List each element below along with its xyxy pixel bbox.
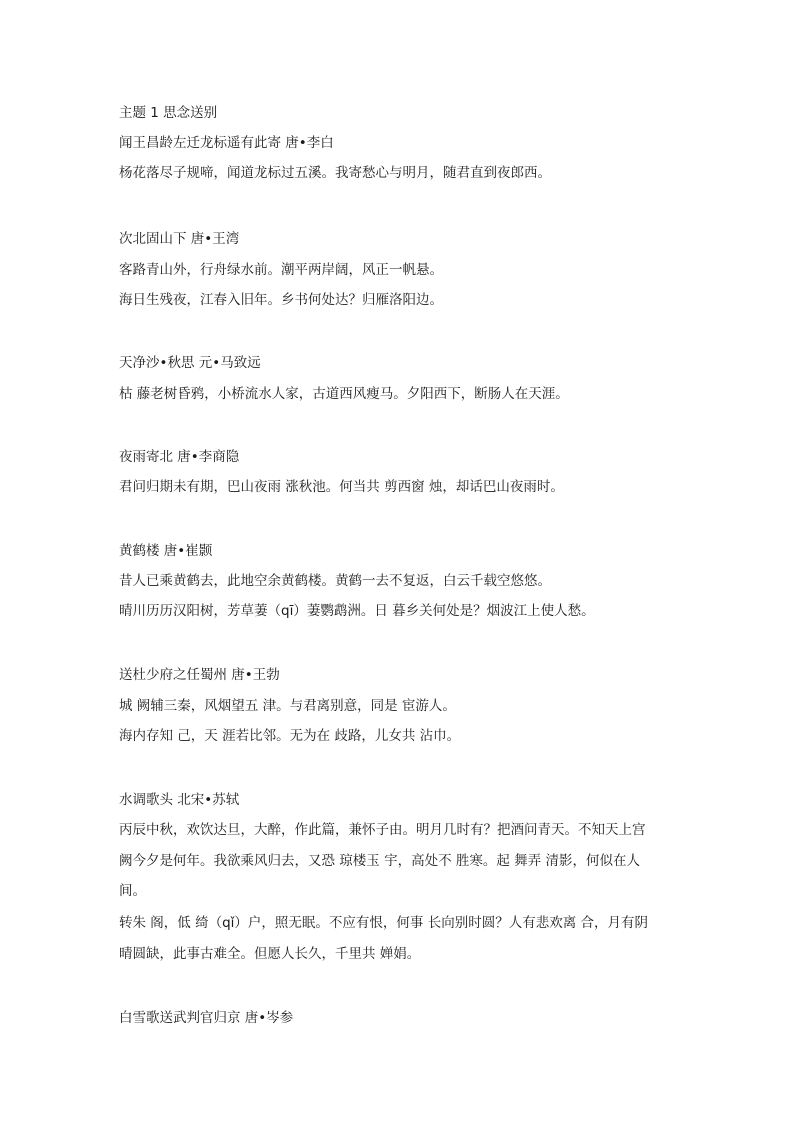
poem-title: 水调歌头 北宋•苏轼 — [119, 792, 240, 808]
poem-line: 间。 — [119, 883, 146, 899]
poem-line: 杨花落尽子规啼，闻道龙标过五溪。我寄愁心与明月，随君直到夜郎西。 — [119, 165, 551, 181]
poem-line: 转朱 阁，低 绮（qǐ）户，照无眠。不应有恨，何事 长向别时圆？人有悲欢离 合，月有阴 — [119, 915, 648, 931]
poem-line: 海内存知 己，天 涯若比邻。无为在 歧路，儿女共 沾巾。 — [119, 728, 461, 744]
poem-line: 城 阙辅三秦，风烟望五 津。与君离别意，同是 宦游人。 — [119, 698, 456, 714]
poem-title: 次北固山下 唐•王湾 — [119, 231, 240, 247]
poem-title: 送杜少府之任蜀州 唐•王勃 — [119, 667, 280, 683]
poem-title: 白雪歌送武判官归京 唐•岑参 — [119, 1010, 294, 1026]
poem-line: 昔人已乘黄鹤去，此地空余黄鹤楼。黄鹤一去不复返，白云千载空悠悠。 — [119, 573, 551, 589]
poem-title: 天净沙•秋思 元•马致远 — [119, 355, 261, 371]
poem-line: 海日生残夜，江春入旧年。乡书何处达？归雁洛阳边。 — [119, 292, 443, 308]
poem-title: 黄鹤楼 唐•崔颢 — [119, 543, 213, 559]
poem-line: 晴川历历汉阳树，芳草萋（qī）萋鹦鹉洲。日 暮乡关何处是？烟波江上使人愁。 — [119, 603, 595, 619]
poem-line: 阙今夕是何年。我欲乘风归去，又恐 琼楼玉 宇，高处不 胜寒。起 舞弄 清影，何似在人 — [119, 853, 640, 869]
poem-line: 枯 藤老树昏鸦，小桥流水人家，古道西风瘦马。夕阳西下，断肠人在天涯。 — [119, 386, 569, 402]
poem-line: 客路青山外，行舟绿水前。潮平两岸阔，风正一帆悬。 — [119, 262, 443, 278]
poem-line: 丙辰中秋，欢饮达旦，大醉，作此篇，兼怀子由。明月几时有？把酒问青天。不知天上宫 — [119, 822, 646, 838]
document-heading: 主题 1 思念送别 — [119, 105, 218, 121]
poem-title: 闻王昌龄左迁龙标遥有此寄 唐•李白 — [119, 135, 334, 151]
poem-line: 晴圆缺，此事古难全。但愿人长久，千里共 婵娟。 — [119, 946, 421, 962]
poem-title: 夜雨寄北 唐•李商隐 — [119, 449, 240, 465]
poem-line: 君问归期未有期，巴山夜雨 涨秋池。何当共 剪西窗 烛，却话巴山夜雨时。 — [119, 479, 564, 495]
